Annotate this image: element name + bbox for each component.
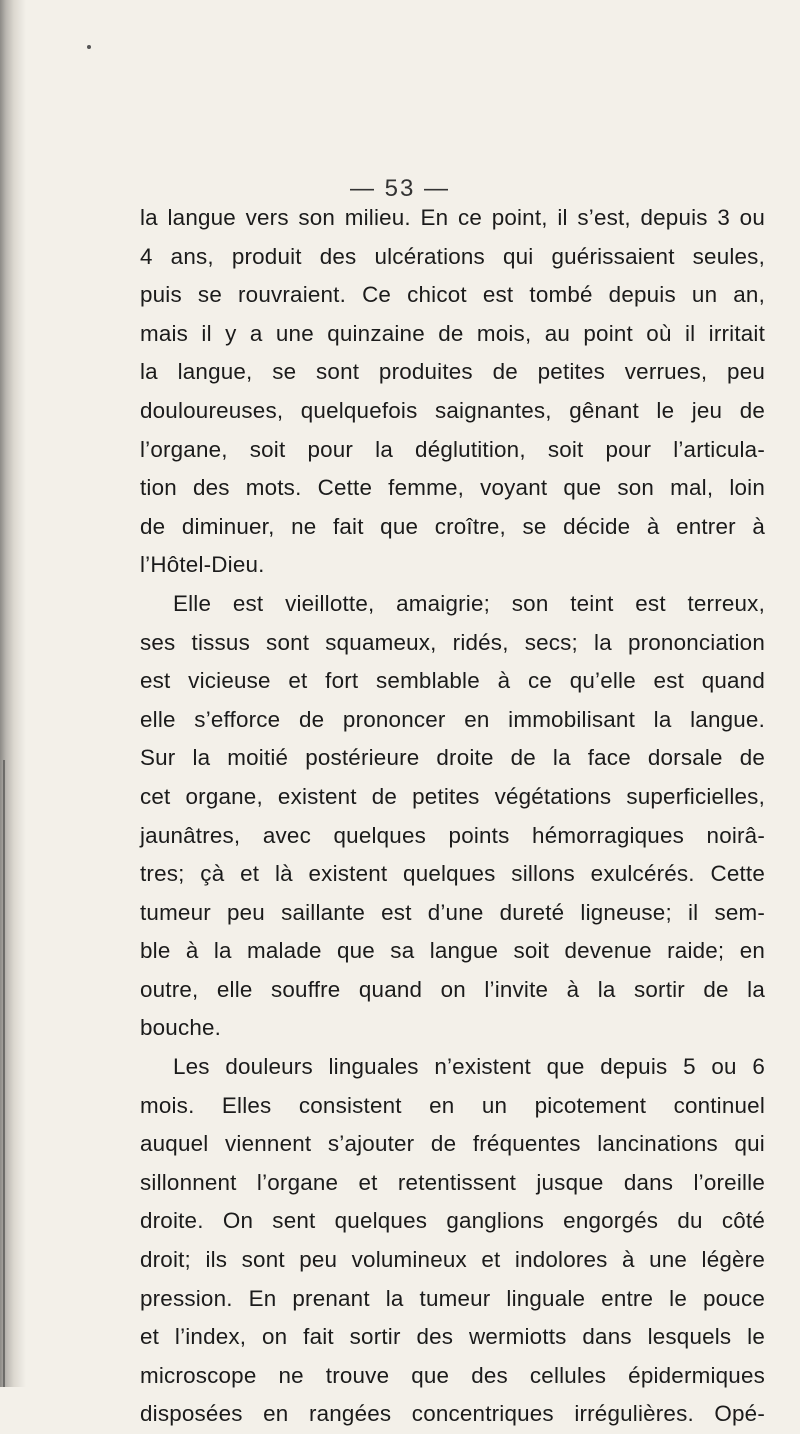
text-line: est vicieuse et fort semblable à ce qu’elle est quand bbox=[140, 668, 765, 694]
text-line: la langue, se sont produites de petites verrues, peu bbox=[140, 359, 765, 385]
text-line: tres; çà et là existent quelques sillons exulcérés. Cette bbox=[140, 861, 765, 887]
text-line: la langue vers son milieu. En ce point, il s’est, depuis 3 ou bbox=[140, 205, 765, 230]
text-line: Sur la moitié postérieure droite de la face dorsale de bbox=[140, 745, 765, 771]
text-line: jaunâtres, avec quelques points hémorragiques noirâ- bbox=[140, 822, 765, 848]
paragraph-start-line: Les douleurs linguales n’existent que depuis 5 ou 6 bbox=[173, 1054, 765, 1080]
text-line: auquel viennent s’ajouter de fréquentes lancinations qui bbox=[140, 1131, 765, 1157]
text-line: puis se rouvraient. Ce chicot est tombé depuis un an, bbox=[140, 282, 765, 308]
text-line: tion des mots. Cette femme, voyant que son mal, loin bbox=[140, 475, 765, 501]
text-line: ses tissus sont squameux, ridés, secs; la prononciation bbox=[140, 629, 765, 655]
text-line: mais il y a une quinzaine de mois, au point où il irritait bbox=[140, 320, 765, 346]
paragraph-start-line: Elle est vieillotte, amaigrie; son teint est terreux, bbox=[173, 590, 765, 616]
text-line: 4 ans, produit des ulcérations qui guérissaient seules, bbox=[140, 243, 765, 269]
text-line: l’organe, soit pour la déglutition, soit pour l’articula- bbox=[140, 436, 765, 462]
binding-edge-line bbox=[3, 760, 5, 1387]
text-line: droit; ils sont peu volumineux et indolores à une légère bbox=[140, 1247, 765, 1273]
paragraph-end-line: bouche. bbox=[140, 1015, 222, 1041]
text-line: droite. On sent quelques ganglions engorgés du côté bbox=[140, 1208, 765, 1234]
text-line: douloureuses, quelquefois saignantes, gênant le jeu de bbox=[140, 397, 765, 423]
paper-speck bbox=[87, 45, 91, 49]
text-line: tumeur peu saillante est d’une dureté ligneuse; il sem- bbox=[140, 899, 765, 925]
text-line: cet organe, existent de petites végétations superficielles, bbox=[140, 783, 765, 809]
text-line: disposées en rangées concentriques irrégulières. Opé- bbox=[140, 1401, 765, 1427]
text-line: de diminuer, ne fait que croître, se décide à entrer à bbox=[140, 513, 765, 539]
page-number: — 53 — bbox=[349, 175, 451, 202]
body-text bbox=[140, 199, 765, 1434]
text-line: et l’index, on fait sortir des wermiotts dans lesquels le bbox=[140, 1324, 765, 1350]
text-line: elle s’efforce de prononcer en immobilisant la langue. bbox=[140, 706, 765, 732]
text-line: sillonnent l’organe et retentissent jusque dans l’oreille bbox=[140, 1169, 765, 1195]
text-line: mois. Elles consistent en un picotement continuel bbox=[140, 1092, 765, 1118]
paragraph-end-line: l’Hôtel-Dieu. bbox=[140, 552, 265, 578]
text-line: ble à la malade que sa langue soit devenue raide; en bbox=[140, 938, 765, 964]
text-line: microscope ne trouve que des cellules épidermiques bbox=[140, 1362, 765, 1388]
text-line: pression. En prenant la tumeur linguale entre le pouce bbox=[140, 1285, 765, 1311]
text-line: outre, elle souffre quand on l’invite à la sortir de la bbox=[140, 976, 765, 1002]
